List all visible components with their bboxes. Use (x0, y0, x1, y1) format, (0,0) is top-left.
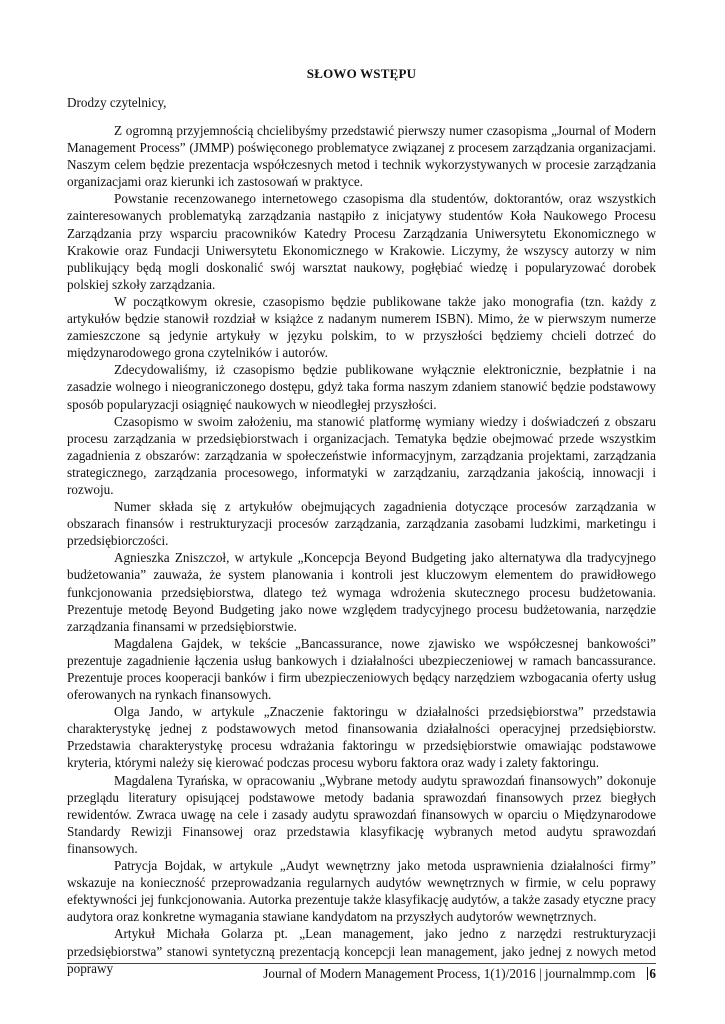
paragraph: Artykuł Michała Golarza pt. „Lean management, jako jedno z narzędzi restrukturyzacji przedsiębiorstwa” stanowi syntetyczną prezentacją koncepcji lean management, jako jednej z nowych metod poprawy (67, 926, 656, 976)
page-title: SŁOWO WSTĘPU (306, 66, 417, 81)
footer-divider (67, 963, 656, 964)
paragraph: Patrycja Bojdak, w artykule „Audyt wewnętrzny jako metoda usprawnienia działalności firmy” wskazuje na konieczność przeprowadzania regularnych audytów wewnętrznych w firmie, w celu poprawy efektywności jej funkcjonowania. Autorka prezentuje także klasyfikację audytów, a także zasady etyczne pracy audytora oraz konkretne wymagania stawiane kandydatom na przyszłych audytorów wewnętrznych. (67, 858, 656, 925)
paragraph: Zdecydowaliśmy, iż czasopismo będzie publikowane wyłącznie elektronicznie, bezpłatnie i na zasadzie wolnego i nieograniczonego dostępu, gdyż taka forma naszym zdaniem stanowić będzie podstawowy sposób popularyzacji osiągnięć naukowych w nieodległej przyszłości. (67, 362, 656, 412)
footer-journal-info: Journal of Modern Management Process, 1(1)/2016 | journalmmp.com (263, 966, 636, 981)
paragraph: Magdalena Tyrańska, w opracowaniu „Wybrane metody audytu sprawozdań finansowych” dokonuje przeglądu literatury opisującej podstawowe metody badania sprawozdań finansowych przez biegłych rewidentów. Zwraca uwagę na cele i zasady audytu sprawozdań finansowych w oparciu o Międzynarodowe Standardy Rewizji Finansowej oraz przedstawia klasyfikację wybranych metod audytu sprawozdań finansowych. (67, 772, 656, 856)
paragraph: Magdalena Gajdek, w tekście „Bancassurance, nowe zjawisko we współczesnej bankowości” prezentuje zagadnienie łączenia usług bankowych i działalności ubezpieczeniowej w ramach bancassurance. Prezentuje proces kooperacji banków i firm ubezpieczeniowych będący narzędziem wzbogacania oferty usług oferowanych na rynkach finansowych. (67, 635, 656, 703)
paragraph: Numer składa się z artykułów obejmujących zagadnienia dotyczące procesów zarządzania w obszarach finansów i restrukturyzacji procesów zarządzania, zarządzania zasobami ludzkimi, marketingu i przedsiębiorczości. (67, 499, 656, 549)
paragraph: Agnieszka Zniszczoł, w artykule „Koncepcja Beyond Budgeting jako alternatywa dla tradycyjnego budżetowania” zauważa, że system planowania i kontroli jest kluczowym elementem do prawidłowego funkcjonowania przedsiębiorstwa, dlatego też wymaga wdrożenia skutecznego procesu budżetowania. Prezentuje metodę Beyond Budgeting jako nowe względem tradycyjnego procesu budżetowania, narzędzie zarządzania finansami w przedsiębiorstwie. (67, 550, 656, 634)
greeting: Drodzy czytelnicy, (67, 95, 167, 110)
body-text (67, 122, 656, 977)
page-number: 6 (649, 966, 656, 981)
page-footer (67, 966, 656, 982)
paragraph: Powstanie recenzowanego internetowego czasopisma dla studentów, doktorantów, oraz wszystkich zainteresowanych problematyką zarządzania nastąpiło z inicjatywy studentów Koła Naukowego Procesu Zarządzania przy wsparciu pracowników Katedry Procesu Zarządzania Uniwersytetu Ekonomicznego w Krakowie oraz Fundacji Uniwersytetu Ekonomicznego w Krakowie. Liczymy, że wszyscy autorzy w nim publikujący będą mogli doskonalić swój warsztat naukowy, pogłębiać wiedzę i popularyzować dorobek polskiej szkoły zarządzania. (67, 191, 656, 292)
paragraph: Olga Jando, w artykule „Znaczenie faktoringu w działalności przedsiębiorstwa” przedstawia charakterystykę jednej z podstawowych metod finansowania działalności operacyjnej przedsiębiorstw. Przedstawia charakterystykę procesu wdrażania faktoringu w przedsiębiorstwie omawiając podstawowe kryteria, którymi należy się kierować podczas procesu wyboru faktora oraz wady i zalety faktoringu. (67, 704, 656, 771)
paragraph: Czasopismo w swoim założeniu, ma stanowić platformę wymiany wiedzy i doświadczeń z obszaru procesu zarządzania w przedsiębiorstwach i organizacjach. Tematyka będzie obejmować przede wszystkim zagadnienia z obszarów: zarządzania w społeczeństwie informacyjnym, zarządzania projektami, zarządzania strategicznego, zarządzania procesowego, informatyki w zarządzaniu, zarządzania jakością, innowacji i rozwoju. (67, 413, 656, 497)
paragraph: Z ogromną przyjemnością chcielibyśmy przedstawić pierwszy numer czasopisma „Journal of Modern Management Process” (JMMP) poświęconego problematyce związanej z procesem zarządzania organizacjami. Naszym celem będzie prezentacja współczesnych metod i technik wykorzystywanych w procesie zarządzania organizacjami oraz kierunki ich zastosowań w praktyce. (67, 123, 656, 190)
paragraph: W początkowym okresie, czasopismo będzie publikowane także jako monografia (tzn. każdy z artykułów będzie stanowił rozdział w książce z nadanym numerem ISBN). Mimo, że w pierwszym numerze zamieszczone są jedynie artykuły w języku polskim, to w przyszłości będziemy chcieli dotrzeć do międzynarodowego grona czytelników i autorów. (67, 293, 656, 361)
